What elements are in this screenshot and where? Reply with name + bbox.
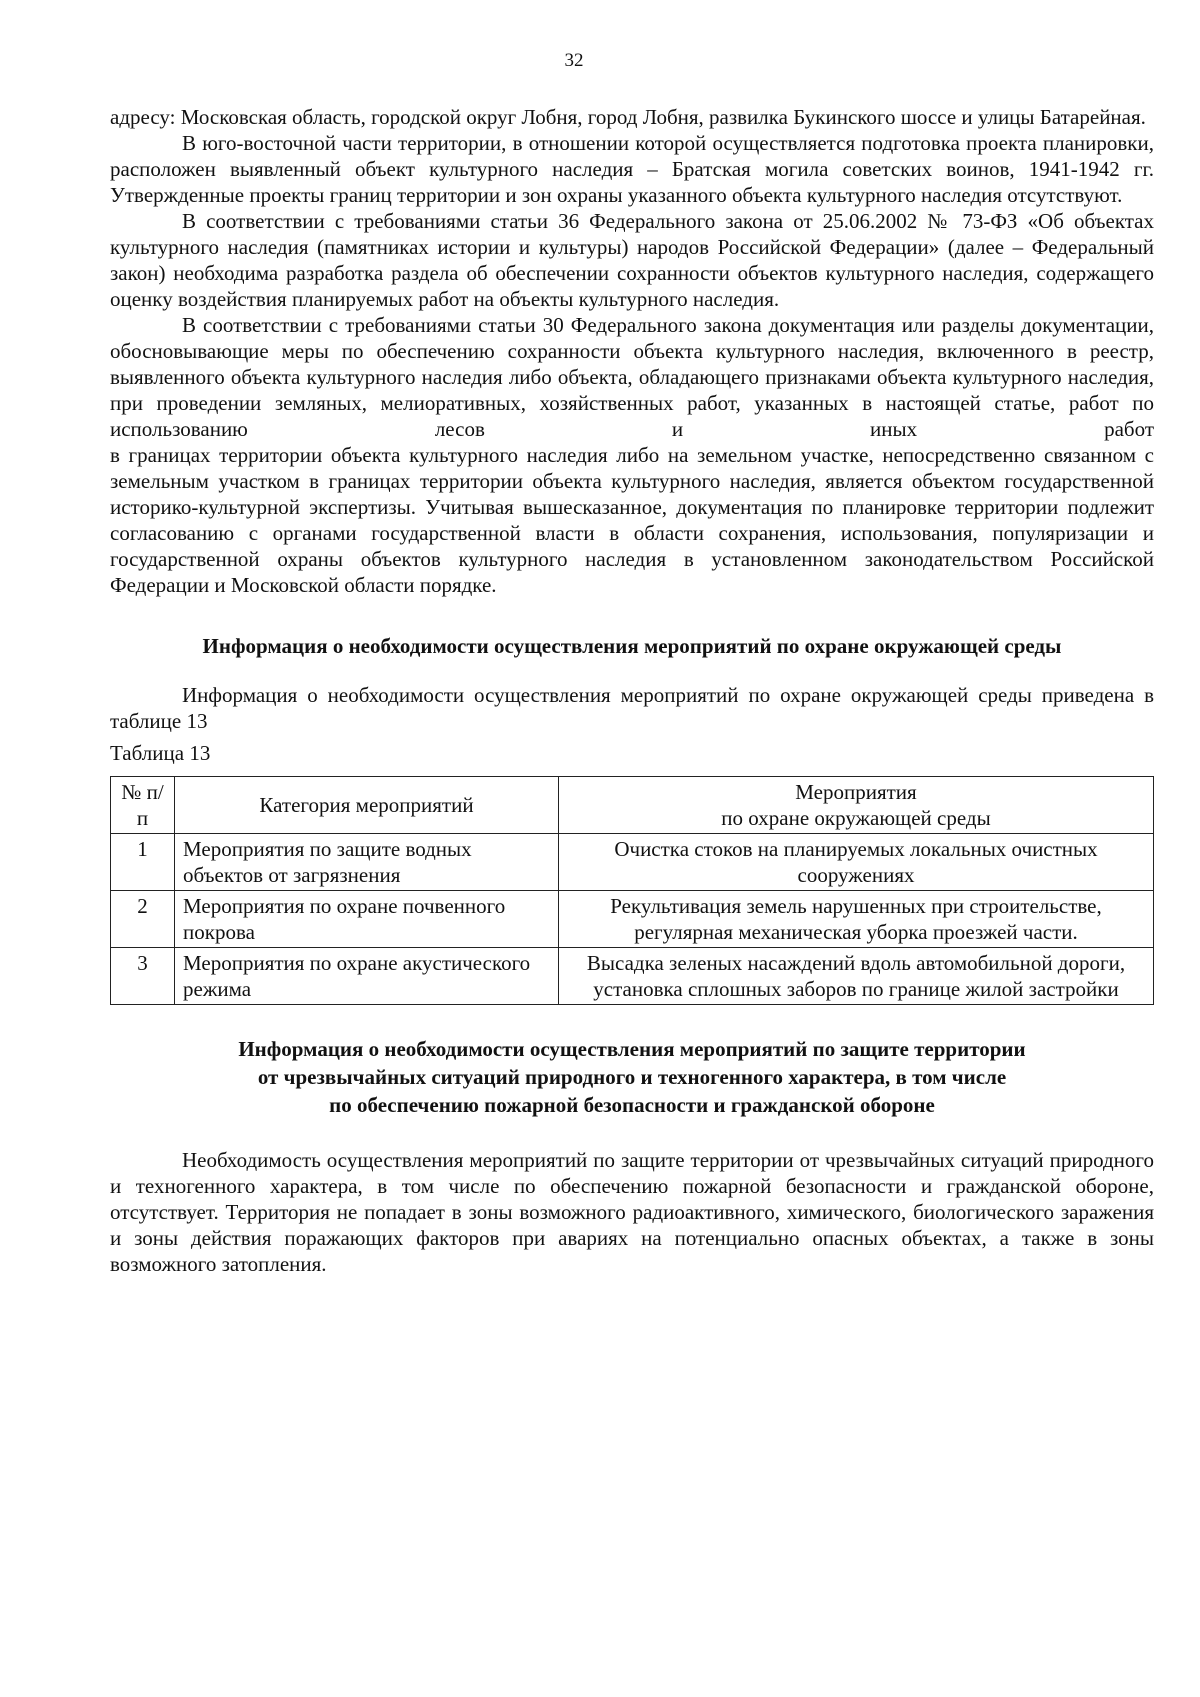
row-category: Мероприятия по защите водных объектов от загрязнения [175, 834, 559, 891]
environment-measures-table [110, 776, 1154, 1005]
header-number: № п/п [111, 777, 175, 834]
paragraph-address: адресу: Московская область, городской округ Лобня, город Лобня, развилка Букинского шоссе и улицы Батарейная. [110, 105, 1146, 129]
table-header-row [111, 777, 1154, 834]
section-heading-emergency-line3: по обеспечению пожарной безопасности и гражданской обороне [329, 1093, 935, 1117]
paragraph-emergency: Необходимость осуществления мероприятий по защите территории от чрезвычайных ситуаций природного и техногенного характера, в том числе по обеспечению пожарной безопасности и гражданской обороне, отсутствует. Территория не попадает в зоны возможного радиоактивного, химического, биологического заражения и зоны действия поражающих факторов при авариях на потенциально опасных объектах, а также в зоны возможного затопления. [110, 1148, 1154, 1276]
page-number: 32 [564, 50, 584, 71]
row-category: Мероприятия по охране акустического режима [175, 948, 559, 1005]
row-number: 3 [111, 948, 175, 1005]
table-row [111, 834, 1154, 891]
paragraph-environment-intro: Информация о необходимости осуществления мероприятий по охране окружающей среды приведена в таблице 13 [110, 683, 1154, 733]
row-number: 2 [111, 891, 175, 948]
header-category: Категория мероприятий [175, 777, 559, 834]
paragraph-article-30-continued: в границах территории объекта культурного наследия либо на земельном участке, непосредственно связанном с земельным участком в границах территории объекта культурного наследия, является объектом государственной историко-культурной экспертизы. Учитывая вышесказанное, документация по планировке территории подлежит согласованию с органами государственной власти в области сохранения, использования, популяризации и государственной охраны объектов культурного наследия в установленном законодательством Российской Федерации и Московской области порядке. [110, 443, 1154, 597]
section-heading-environment: Информация о необходимости осуществления мероприятий по охране окружающей среды [202, 634, 1062, 658]
section-heading-emergency-line2: от чрезвычайных ситуаций природного и техногенного характера, в том числе [257, 1065, 1007, 1089]
table-caption: Таблица 13 [110, 741, 211, 765]
header-measures-line2: по охране окружающей среды [721, 806, 991, 830]
section-heading-emergency [110, 1035, 1154, 1119]
paragraph-heritage-object: В юго-восточной части территории, в отношении которой осуществляется подготовка проекта планировки, расположен выявленный объект культурного наследия – Братская могила советских воинов, 1941-1942 гг. Утвержденные проекты границ территории и зон охраны указанного объекта культурного наследия отсутствуют. [110, 131, 1154, 207]
table-row [111, 891, 1154, 948]
table-row [111, 948, 1154, 1005]
row-category: Мероприятия по охране почвенного покрова [175, 891, 559, 948]
row-number: 1 [111, 834, 175, 891]
header-measures-line1: Мероприятия [795, 780, 917, 804]
section-heading-emergency-line1: Информация о необходимости осуществления мероприятий по защите территории [238, 1037, 1026, 1061]
row-measures: Очистка стоков на планируемых локальных очистных сооружениях [559, 834, 1154, 891]
row-measures: Высадка зеленых насаждений вдоль автомобильной дороги, установка сплошных заборов по границе жилой застройки [559, 948, 1154, 1005]
paragraph-article-30: В соответствии с требованиями статьи 30 Федерального закона документация или разделы документации, обосновывающие меры по обеспечению сохранности объекта культурного наследия, включенного в реестр, выявленного объекта культурного наследия либо объекта, обладающего признаками объекта культурного наследия, при проведении земляных, мелиоративных, хозяйственных работ, указанных в настоящей статье, работ по использованию лесов и иных работ [110, 313, 1154, 441]
header-measures [559, 777, 1154, 834]
paragraph-article-36: В соответствии с требованиями статьи 36 Федерального закона от 25.06.2002 № 73-ФЗ «Об объектах культурного наследия (памятниках истории и культуры) народов Российской Федерации» (далее – Федеральный закон) необходима разработка раздела об обеспечении сохранности объектов культурного наследия, содержащего оценку воздействия планируемых работ на объекты культурного наследия. [110, 209, 1154, 311]
row-measures: Рекультивация земель нарушенных при строительстве, регулярная механическая уборка проезжей части. [559, 891, 1154, 948]
document-body [110, 104, 1154, 1277]
